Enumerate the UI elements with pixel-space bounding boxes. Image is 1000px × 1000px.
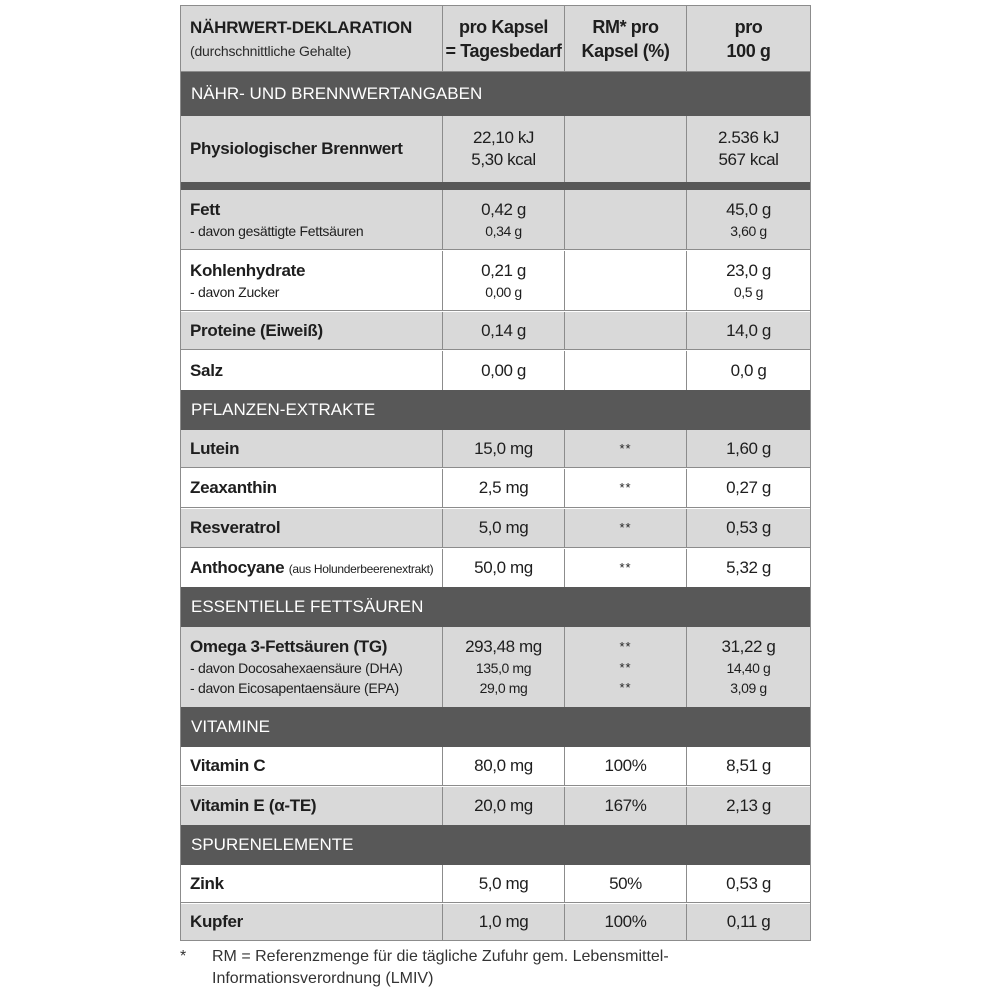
row-label: Physiologischer Brennwert (190, 139, 403, 158)
table-row: Vitamin C 80,0 mg 100% 8,51 g (181, 747, 810, 786)
table-row: Proteine (Eiweiß) 0,14 g 14,0 g (181, 312, 810, 350)
section-header-plants: PFLANZEN-EXTRAKTE (181, 390, 810, 430)
section-header-fatty-acids: ESSENTIELLE FETTSÄUREN (181, 587, 810, 627)
header-col-per-100g: pro 100 g (726, 16, 771, 61)
table-row: Vitamin E (α-TE) 20,0 mg 167% 2,13 g (181, 787, 810, 825)
table-row: Lutein 15,0 mg ** 1,60 g (181, 430, 810, 468)
table-subtitle: (durchschnittliche Gehalte) (190, 42, 352, 59)
footnote (180, 946, 820, 990)
table-row: Salz 0,00 g 0,0 g (181, 351, 810, 390)
footnote-mark: * (180, 948, 187, 965)
table-row: Kupfer 1,0 mg 100% 0,11 g (181, 904, 810, 940)
table-row: Fett - davon gesättigte Fettsäuren 0,42 g 0,34 g 45,0 g 3,60 g (181, 190, 810, 250)
section-header-energy: NÄHR- UND BRENNWERTANGABEN (181, 72, 810, 116)
header-col-per-capsule: pro Kapsel = Tagesbedarf (443, 6, 565, 71)
table-row: Zeaxanthin 2,5 mg ** 0,27 g (181, 469, 810, 508)
header-col-rm: RM* pro Kapsel (%) (565, 6, 687, 71)
table-row: Physiologischer Brennwert 22,10 kJ 5,30 kcal 2.536 kJ 567 kcal (181, 116, 810, 182)
section-divider (181, 182, 810, 190)
table-row: Omega 3-Fettsäuren (TG) - davon Docosahexaensäure (DHA) - davon Eicosapentaensäure (EPA) 293,48 mg 135,0 mg 29,0 mg ** ** ** 31,22 g 14,40 g 3,09 g (181, 627, 810, 707)
table-header (181, 6, 810, 72)
table-row: Anthocyane (aus Holunderbeerenextrakt) 50,0 mg ** 5,32 g (181, 549, 810, 587)
header-label-cell (181, 6, 443, 71)
section-header-vitamins: VITAMINE (181, 707, 810, 747)
table-row: Kohlenhydrate - davon Zucker 0,21 g 0,00 g 23,0 g 0,5 g (181, 251, 810, 311)
table-title: NÄHRWERT-DEKLARATION (190, 17, 413, 37)
table-row: Resveratrol 5,0 mg ** 0,53 g (181, 509, 810, 548)
footnote-text: RM = Referenzmenge für die tägliche Zufuhr gem. Lebensmittel-Informationsverordnung (LMIV) (212, 948, 669, 987)
table-row: Zink 5,0 mg 50% 0,53 g (181, 865, 810, 903)
section-header-trace-elements: SPURENELEMENTE (181, 825, 810, 865)
nutrition-table (180, 5, 811, 941)
